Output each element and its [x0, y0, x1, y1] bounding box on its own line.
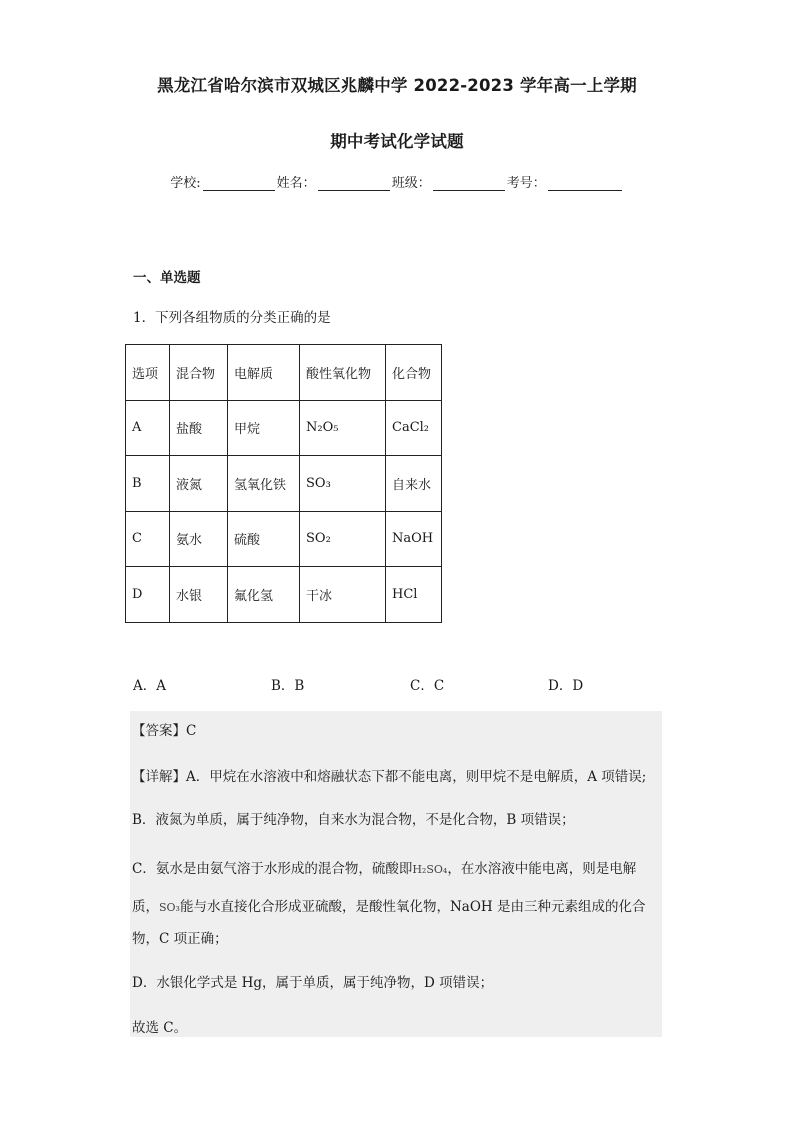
table-cell: 氨水 — [170, 511, 228, 567]
table-cell: 水银 — [170, 567, 228, 623]
table-row — [126, 400, 442, 456]
conclusion: 故选 C。 — [132, 1020, 188, 1036]
table-cell: 液氮 — [170, 456, 228, 512]
table-row — [126, 456, 442, 512]
table-cell: D — [126, 567, 170, 623]
table-header-cell: 混合物 — [170, 345, 228, 401]
explanation-b: B．液氮为单质，属于纯净物，自来水为混合物，不是化合物，B 项错误； — [132, 812, 575, 828]
answer-line: 【答案】C — [132, 723, 197, 739]
table-row — [126, 567, 442, 623]
explanation-c-text: C．氨水是由氨气溶于水形成的混合物，硫酸即 — [132, 861, 413, 877]
section-title: 一、单选题 — [133, 270, 201, 286]
table-cell: SO₂ — [300, 511, 386, 567]
option-d[interactable]: D．D — [548, 678, 584, 694]
explanation-c-text: 能与水直接化合形成亚硫酸，是酸性氧化物，NaOH 是由三种元素组成的化合 — [179, 899, 646, 915]
table-cell: 硫酸 — [228, 511, 300, 567]
classification-table — [125, 344, 442, 623]
table-cell: 甲烷 — [228, 400, 300, 456]
sulfur-oxide-formula: SO₃ — [159, 901, 180, 914]
table-cell: NaOH — [386, 511, 442, 567]
document-title-line1: 黑龙江省哈尔滨市双城区兆麟中学 2022-2023 学年高一上学期 — [157, 76, 637, 95]
table-cell: 干冰 — [300, 567, 386, 623]
table-cell: 氟化氢 — [228, 567, 300, 623]
answer-explanation-box — [130, 711, 662, 1037]
explanation-c-line3: 物，C 项正确； — [132, 931, 228, 947]
table-cell: HCl — [386, 567, 442, 623]
option-c[interactable]: C．C — [410, 678, 445, 694]
table-header-row — [126, 345, 442, 401]
answer-options — [133, 674, 653, 694]
table-cell: 氢氧化铁 — [228, 456, 300, 512]
table-header-cell: 选项 — [126, 345, 170, 401]
table-cell: A — [126, 400, 170, 456]
explanation-a: 【详解】A．甲烷在水溶液中和熔融状态下都不能电离，则甲烷不是电解质，A 项错误; — [132, 769, 647, 785]
exam-number-blank[interactable] — [548, 176, 622, 191]
option-b[interactable]: B．B — [271, 678, 305, 694]
student-info-fields — [0, 172, 794, 191]
question-number: 1． — [133, 310, 156, 326]
class-label: 班级： — [391, 176, 431, 191]
explanation-d: D．水银化学式是 Hg，属于单质，属于纯净物，D 项错误； — [132, 975, 494, 991]
class-blank[interactable] — [433, 176, 505, 191]
table-cell: CaCl₂ — [386, 400, 442, 456]
table-cell: SO₃ — [300, 456, 386, 512]
table-cell: B — [126, 456, 170, 512]
table-header-cell: 电解质 — [228, 345, 300, 401]
table-cell: N₂O₅ — [300, 400, 386, 456]
sulfuric-acid-formula: H₂SO₄ — [412, 863, 448, 876]
table-header-cell: 化合物 — [386, 345, 442, 401]
table-header-cell: 酸性氧化物 — [300, 345, 386, 401]
table-cell: C — [126, 511, 170, 567]
explanation-c-line1 — [132, 857, 636, 877]
document-title-line2: 期中考试化学试题 — [330, 132, 464, 151]
table-row — [126, 511, 442, 567]
explanation-c-line2 — [132, 895, 645, 915]
question-text: 下列各组物质的分类正确的是 — [155, 310, 331, 326]
school-blank[interactable] — [203, 176, 275, 191]
exam-number-label: 考号： — [506, 176, 546, 191]
table-cell: 自来水 — [386, 456, 442, 512]
explanation-c-text: ，在水溶液中能电离，则是电解 — [447, 861, 637, 877]
name-label: 姓名： — [276, 176, 316, 191]
option-a[interactable]: A．A — [133, 678, 166, 694]
explanation-c-text: 质， — [132, 899, 159, 915]
table-cell: 盐酸 — [170, 400, 228, 456]
school-label: 学校: — [170, 176, 201, 191]
name-blank[interactable] — [318, 176, 390, 191]
question-1 — [133, 306, 331, 326]
